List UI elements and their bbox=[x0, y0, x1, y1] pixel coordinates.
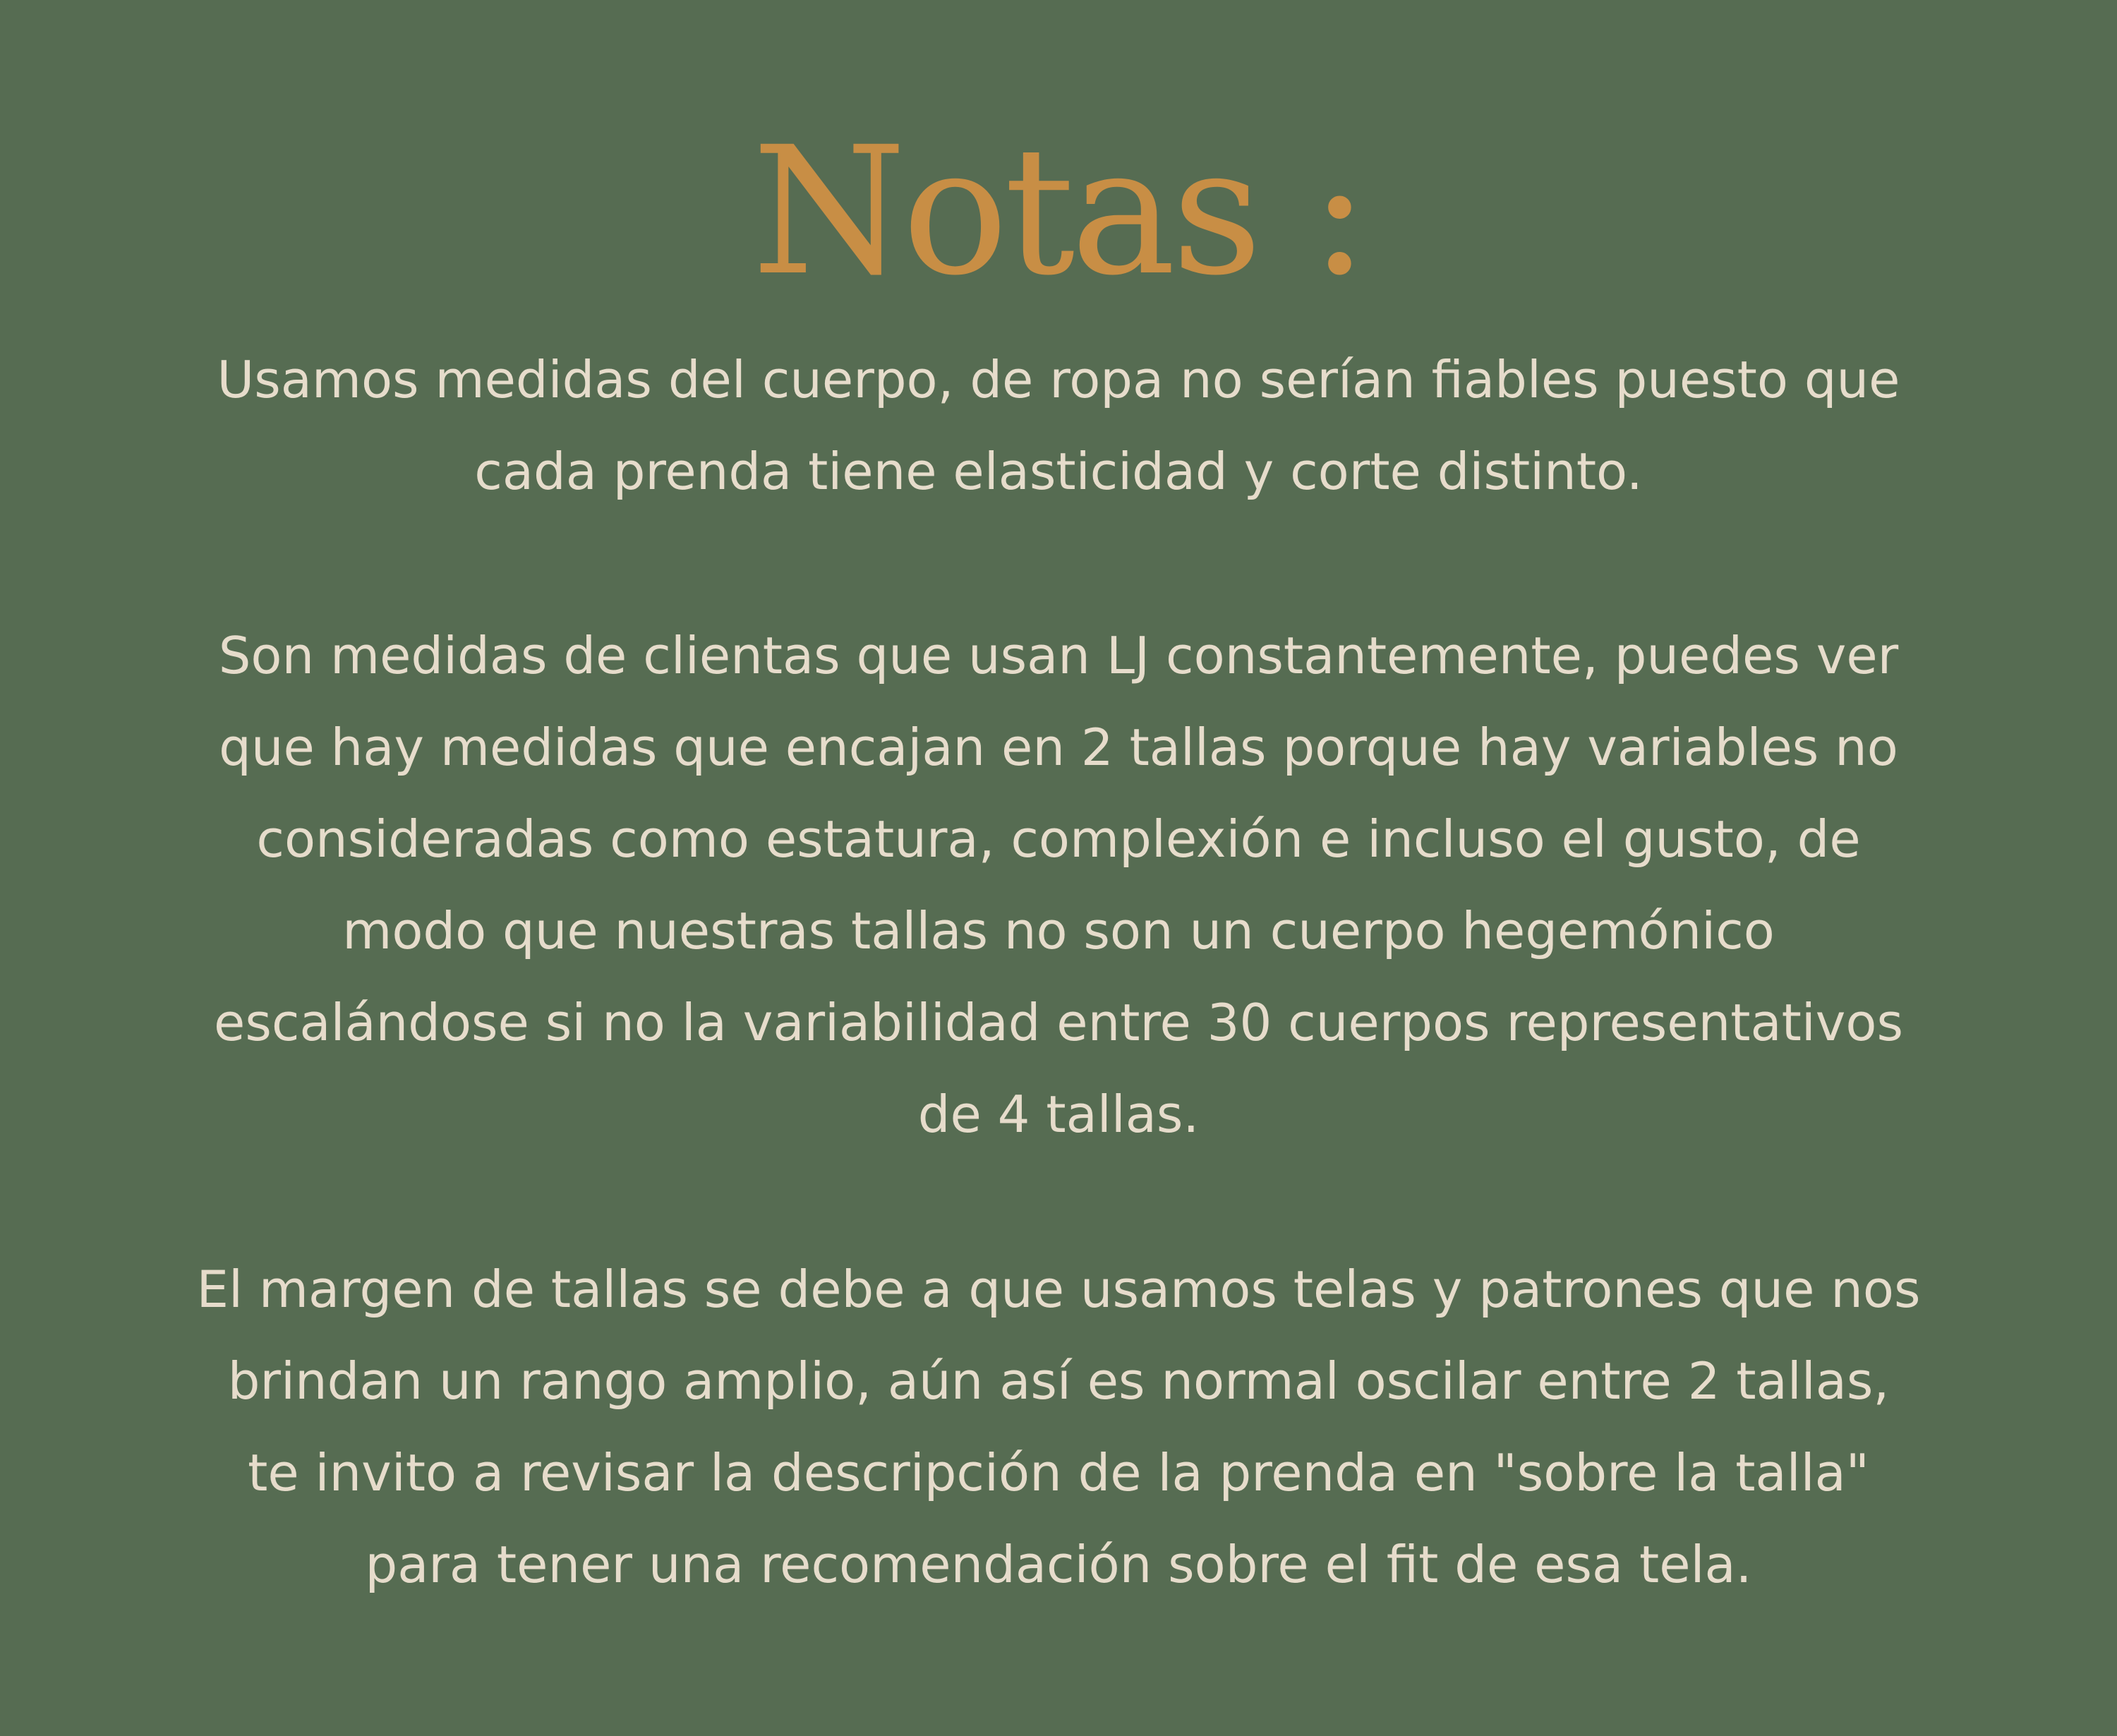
paragraph-line: de 4 tallas. bbox=[917, 1085, 1200, 1144]
paragraph-line: para tener una recomendación sobre el fit de esa tela. bbox=[365, 1535, 1752, 1594]
note-paragraph-body-measurements bbox=[127, 334, 1990, 517]
note-paragraph-size-margin bbox=[127, 1243, 1990, 1610]
paragraph-line: te invito a revisar la descripción de la prenda en "sobre la talla" bbox=[248, 1443, 1869, 1502]
paragraph-line: cada prenda tiene elasticidad y corte distinto. bbox=[474, 442, 1643, 501]
paragraph-line: modo que nuestras tallas no son un cuerpo hegemónico bbox=[342, 901, 1775, 960]
paragraph-line: El margen de tallas se debe a que usamos telas y patrones que nos bbox=[196, 1260, 1921, 1319]
paragraph-line: brindan un rango amplio, aún así es normal oscilar entre 2 tallas, bbox=[227, 1351, 1890, 1411]
paragraph-line: escalándose si no la variabilidad entre 30 cuerpos representativos bbox=[214, 993, 1903, 1052]
paragraph-line: consideradas como estatura, complexión e incluso el gusto, de bbox=[256, 809, 1861, 869]
paragraph-line: Son medidas de clientas que usan LJ constantemente, puedes ver bbox=[218, 626, 1899, 685]
paragraph-line: Usamos medidas del cuerpo, de ropa no serían fiables puesto que bbox=[217, 350, 1900, 409]
page-title: Notas : bbox=[752, 109, 1365, 314]
note-paragraph-client-measurements bbox=[127, 610, 1990, 1160]
paragraph-line: que hay medidas que encajan en 2 tallas porque hay variables no bbox=[219, 718, 1898, 777]
